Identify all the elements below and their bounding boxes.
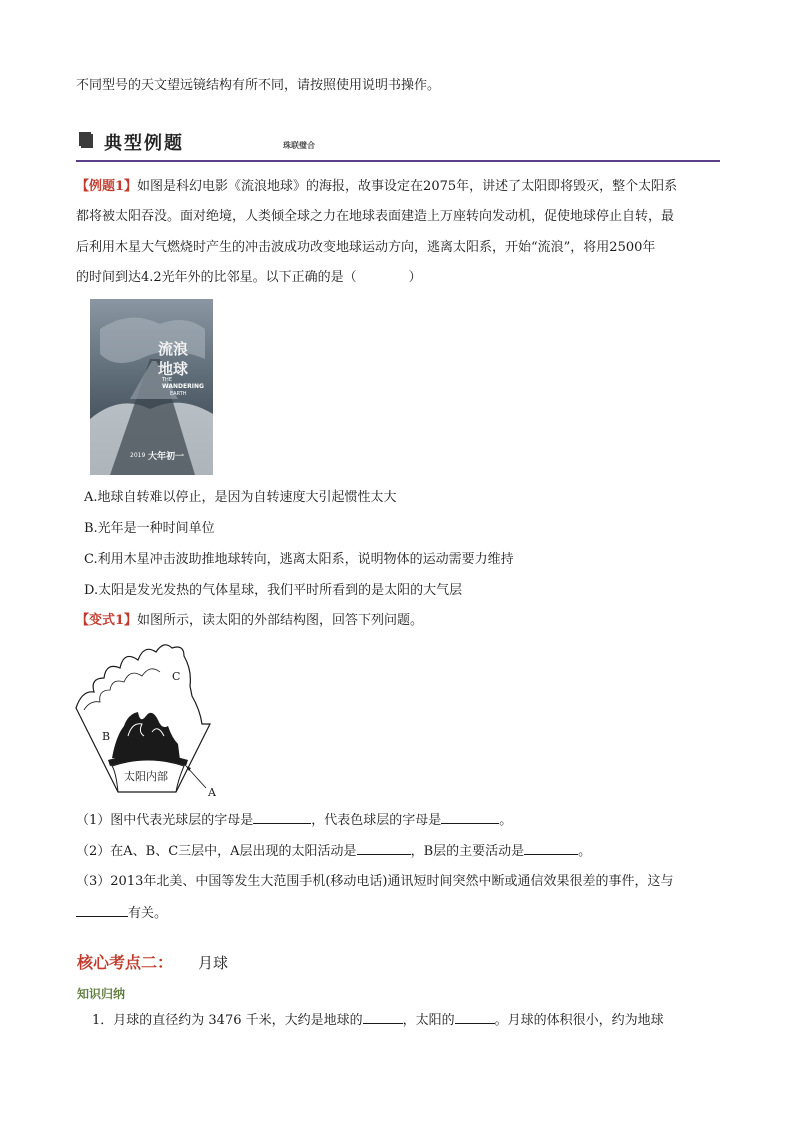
knowledge-line-1: 1．月球的直径约为 3476 千米，大约是地球的 ，太阳的 。月球的体积很小，约为地球 xyxy=(92,1013,664,1028)
example1-line1: 【例题1】如图是科幻电影《流浪地球》的海报，故事设定在2075年，讲述了太阳即将毁灭，整个太阳系 xyxy=(76,179,678,194)
variant1-tag: 【变式1】 xyxy=(76,613,138,628)
question-2: （2）在A、B、C三层中，A层出现的太阳活动是 ，B层的主要活动是 。 xyxy=(76,844,592,859)
option-c: C.利用木星冲击波助推地球转向，逃离太阳系，说明物体的运动需要力维持 xyxy=(84,552,514,567)
answer-blank[interactable] xyxy=(455,1011,495,1024)
question-1: （1）图中代表光球层的字母是 ，代表色球层的字母是 。 xyxy=(76,813,513,828)
answer-blank[interactable] xyxy=(253,811,311,824)
label-sun-interior: 太阳内部 xyxy=(124,770,168,783)
variant1-line: 【变式1】如图所示，读太阳的外部结构图，回答下列问题。 xyxy=(76,613,424,628)
example1-line4: 的时间到达4.2光年外的比邻星。以下正确的是（ ） xyxy=(76,270,422,285)
poster-year: 2019 xyxy=(130,452,146,459)
answer-blank[interactable] xyxy=(441,811,499,824)
poster-title-en2: WANDERING xyxy=(162,383,204,390)
example1-tag: 【例题1】 xyxy=(76,179,138,194)
section-subtitle: 珠联璧合 xyxy=(283,140,315,150)
intro-text: 不同型号的天文望远镜结构有所不同，请按照使用说明书操作。 xyxy=(76,78,441,93)
label-b: B xyxy=(102,730,111,743)
question-3-cont: 有关。 xyxy=(76,904,167,923)
sun-structure-diagram xyxy=(72,640,222,798)
option-a: A.地球自转难以停止，是因为自转速度大引起惯性太大 xyxy=(84,490,397,505)
example1-line3: 后利用木星大气燃烧时产生的冲击波成功改变地球运动方向，逃离太阳系，开始“流浪”，将用2500年 xyxy=(76,240,656,255)
answer-blank[interactable] xyxy=(76,904,128,917)
poster-title-en3: EARTH xyxy=(170,391,187,397)
knowledge-summary-title: 知识归纳 xyxy=(77,987,126,1001)
answer-blank[interactable] xyxy=(357,842,411,855)
section-divider xyxy=(76,160,720,162)
book-icon xyxy=(79,132,93,148)
label-c: C xyxy=(172,670,181,683)
section-title: 典型例题 xyxy=(104,133,184,154)
answer-blank[interactable] xyxy=(524,842,578,855)
core-point-name: 月球 xyxy=(198,954,229,972)
answer-blank[interactable] xyxy=(363,1011,403,1024)
poster-title-cn-1: 流浪 xyxy=(158,340,189,358)
core-point-title: 核心考点二： xyxy=(77,953,174,972)
option-b: B.光年是一种时间单位 xyxy=(84,521,215,536)
question-3: （3）2013年北美、中国等发生大范围手机(移动电话)通讯短时间突然中断或通信效果很差的事件，这与 xyxy=(76,874,674,889)
example1-line2: 都将被太阳吞没。面对绝境，人类倾全球之力在地球表面建造上万座转向发动机，促使地球停止自转，最 xyxy=(76,209,675,224)
option-d: D.太阳是发光发热的气体星球，我们平时所看到的是太阳的大气层 xyxy=(84,583,463,598)
poster-title-cn-2: 地球 xyxy=(158,360,189,378)
poster-title-en1: THE xyxy=(162,377,172,383)
label-a: A xyxy=(208,786,216,798)
movie-poster-image xyxy=(90,299,213,475)
poster-tagline: 大年初一 xyxy=(148,452,185,462)
